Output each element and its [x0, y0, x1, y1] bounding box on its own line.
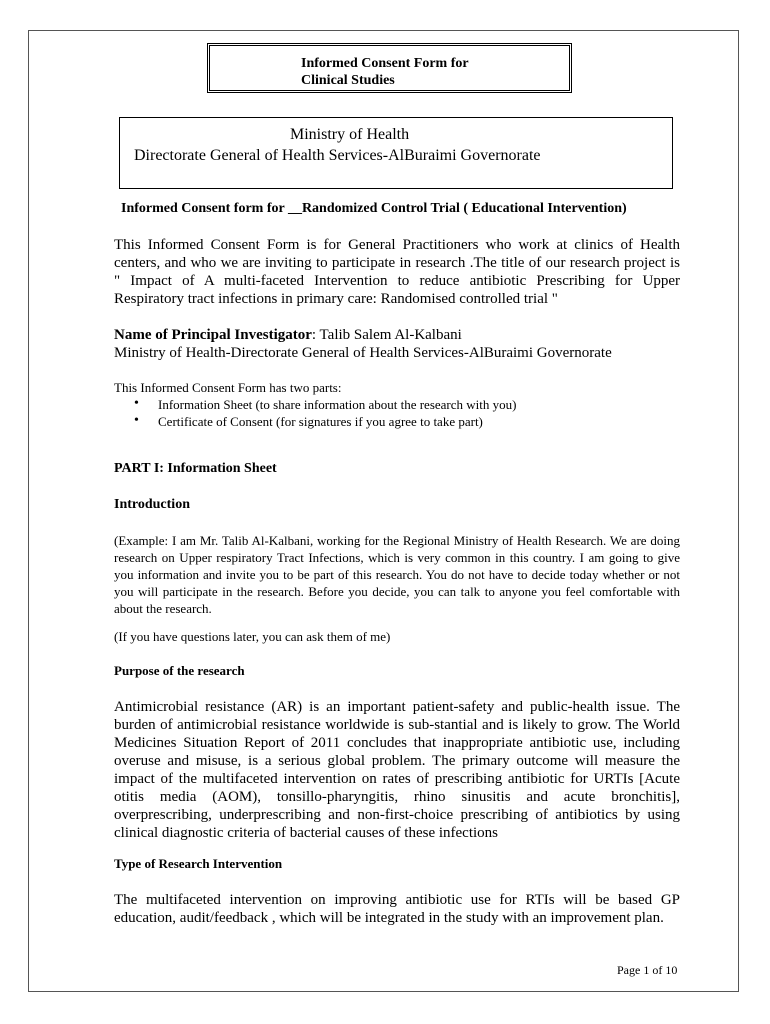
investigator-block — [114, 326, 612, 362]
form-title-box — [207, 43, 572, 93]
ministry-box — [119, 117, 673, 189]
parts-intro: This Informed Consent Form has two parts: — [114, 380, 342, 395]
type-heading: Type of Research Intervention — [114, 856, 283, 871]
investigator-affiliation: Ministry of Health-Directorate General of Health Services-AlBuraimi Governorate — [114, 345, 612, 361]
parts-list — [114, 396, 516, 430]
directorate-name: Directorate General of Health Services-AlBuraimi Governorate — [134, 147, 541, 164]
form-title-line1: Informed Consent Form for — [301, 56, 469, 71]
form-title — [301, 55, 469, 89]
example-paragraph: (Example: I am Mr. Talib Al-Kalbani, working for the Regional Ministry of Health Research. We are doing research on Upper respiratory Tract Infections, which is very common in this country. I am going to give you information and invite you to be part of this research. You do not have to decide today whether or not you will participate in the research. Before you decide, you can talk to anyone you feel comfortable with about the research. — [114, 533, 680, 616]
questions-note: (If you have questions later, you can ask them of me) — [114, 629, 391, 644]
page-number: Page 1 of 10 — [617, 963, 678, 977]
part1-heading: PART I: Information Sheet — [114, 461, 277, 476]
ministry-name: Ministry of Health — [290, 126, 410, 143]
type-paragraph: The multifaceted intervention on improving antibiotic use for RTIs will be based GP education, audit/feedback , which will be integrated in the study with an improvement plan. — [114, 892, 680, 926]
investigator-separator: : — [311, 327, 320, 343]
purpose-paragraph: Antimicrobial resistance (AR) is an important patient-safety and public-health issue. The burden of antimicrobial resistance worldwide is sub-stantial and is likely to grow. The World Medicines Situation Report of 2011 concludes that inappropriate antibiotic use, including overuse and misuse, is a serious global problem. The primary outcome will measure the impact of the multifaceted intervention on rates of prescribing antibiotic for URTIs [Acute otitis media (AOM), tonsillo-pharyngitis, rhino sinusitis and acute bronchitis], overprescribing, underprescribing and non-first-choice prescribing of antibiotics by using clinical diagnostic criteria of bacterial causes of these infections — [114, 699, 680, 841]
investigator-label: Name of Principal Investigator — [114, 327, 312, 343]
list-item: • Information Sheet (to share information about the research with you) — [114, 396, 516, 413]
form-title-line2: Clinical Studies — [301, 73, 395, 88]
parts-block — [114, 379, 516, 430]
list-item: • Certificate of Consent (for signatures if you agree to take part) — [114, 413, 516, 430]
introduction-heading: Introduction — [114, 497, 190, 512]
form-subtitle: Informed Consent form for __Randomized Control Trial ( Educational Intervention) — [121, 201, 627, 216]
intro-paragraph: This Informed Consent Form is for General Practitioners who work at clinics of Health centers, and who we are inviting to participate in research .The title of our research project is " Impact of A multi-faceted Intervention to reduce antibiotic Prescribing for Upper Respiratory tract infections in primary care: Randomised controlled trial " — [114, 237, 680, 307]
investigator-name: Talib Salem Al-Kalbani — [319, 327, 462, 343]
purpose-heading: Purpose of the research — [114, 663, 245, 678]
